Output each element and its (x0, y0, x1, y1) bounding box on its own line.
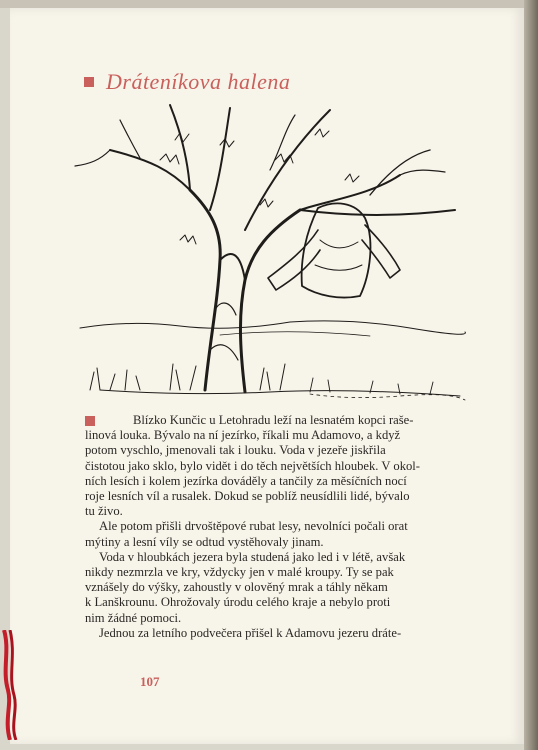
chapter-title: Dráteníkova halena (106, 69, 291, 94)
text-line: čistotou jako sklo, bylo vidět i do těch největších hloubek. V okol- (85, 458, 420, 473)
chapter-body-text (85, 413, 465, 641)
text-line: nikdy nezmrzla ve kry, vždycky jen v malé kroupy. Ty se pak (85, 565, 394, 580)
text-line: vznášely do výšky, zahoustly v olověný mrak a táhly někam (85, 580, 388, 595)
paragraph-marker-square (85, 416, 95, 426)
text-line: tu živo. (85, 504, 123, 519)
ribbon-bookmark[interactable] (0, 630, 22, 740)
book-spine (524, 0, 538, 750)
page-number: 107 (140, 674, 160, 689)
title-marker-square (84, 77, 94, 87)
text-line (85, 413, 465, 428)
tree-illustration (70, 100, 470, 408)
book-top-edge (0, 0, 538, 8)
text-line: k Lanškrounu. Ohrožovaly úrodu celého kraje a nebylo proti (85, 595, 391, 610)
chapter-heading (84, 68, 290, 96)
text-line: potom vyschlo, jmenovali tak i louku. Voda v jezeře jiskřila (85, 443, 386, 458)
text-line: Jednou za letního podvečera přišel k Adamovu jezeru dráte- (99, 625, 402, 640)
text-line: linová louka. Bývalo na ní jezírko, říkali mu Adamovo, a když (85, 428, 401, 443)
text-line: nim žádné pomoci. (85, 610, 182, 625)
book-page (10, 8, 524, 744)
text-line: Ale potom přišli drvoštěpové rubat lesy, nevolníci počali orat (99, 519, 408, 534)
text-line: mýtiny a lesní víly se odtud vystěhovaly jinam. (85, 534, 324, 549)
text-line: Voda v hloubkách jezera byla studená jako led i v létě, avšak (99, 549, 406, 564)
text-line: ních lesích i kolem jezírka dováděly a tančily za měsíčních nocí (85, 473, 407, 488)
text-line-content: Blízko Kunčic u Letohradu leží na lesnatém kopci raše- (133, 413, 414, 427)
text-line: roje lesních víl a rusalek. Dokud se poblíž neusídlili lidé, bývalo (85, 489, 410, 504)
